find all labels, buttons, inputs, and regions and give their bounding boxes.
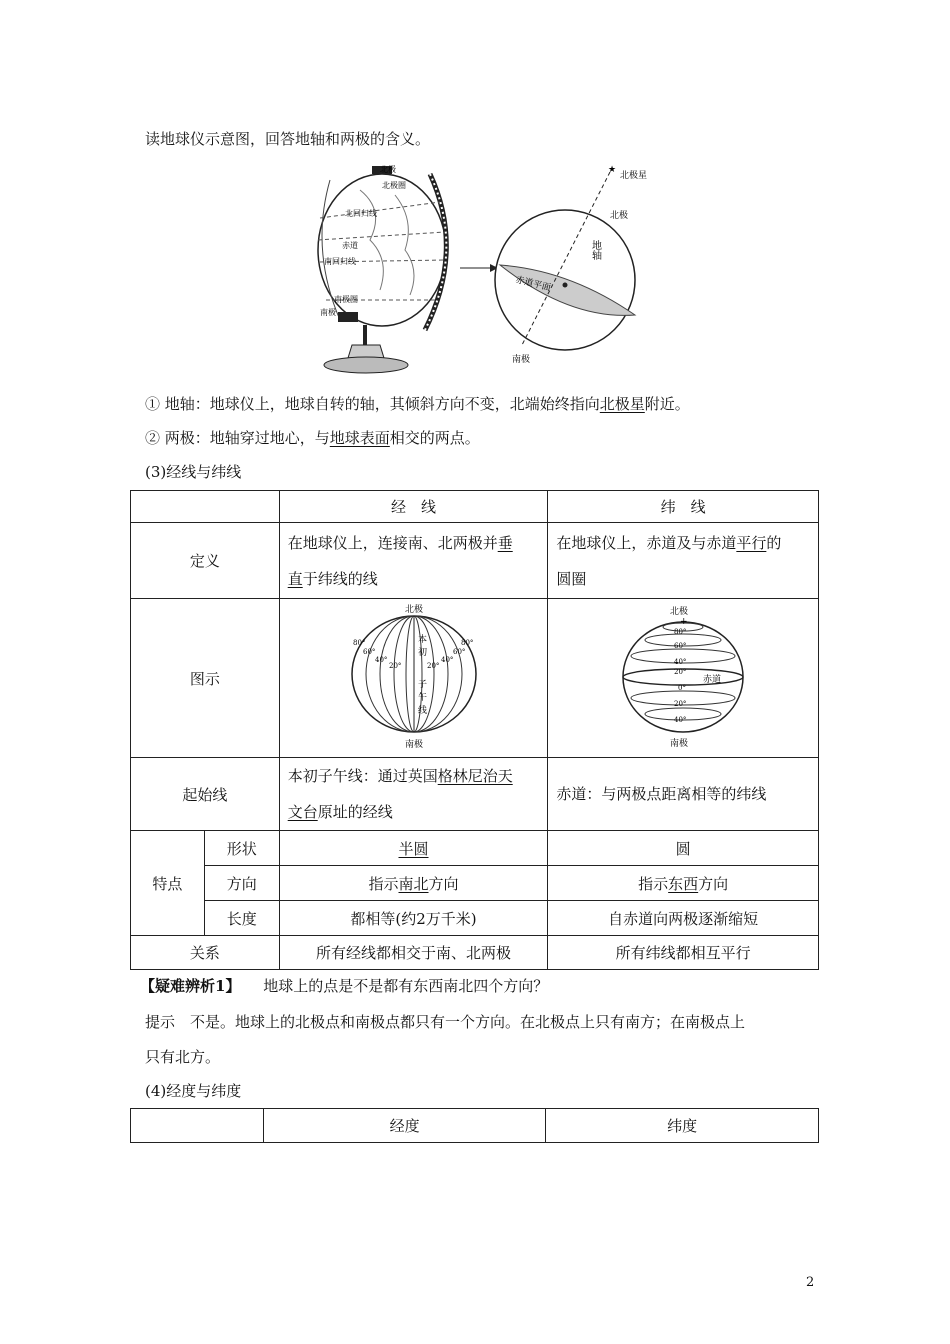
longitude-label: 80° <box>460 639 473 647</box>
row-label-diagram: 图示 <box>131 599 280 758</box>
meridian-length: 都相等(约2万千米) <box>279 901 548 936</box>
row-label-definition: 定义 <box>131 523 280 599</box>
header-parallel: 纬 线 <box>548 491 819 523</box>
header-empty <box>131 1109 264 1143</box>
globe-figure <box>290 160 670 375</box>
axis-definition <box>145 393 690 414</box>
row-label-start-line: 起始线 <box>131 758 280 831</box>
axis-label: 南极 <box>512 355 531 365</box>
earth-axis-diagram <box>495 165 647 365</box>
meridian-diagram <box>339 602 489 750</box>
prime-meridian-char: 初 <box>417 648 427 658</box>
parallel-direction: 指示东西方向 <box>548 866 819 901</box>
hint-line-2: 只有北方。 <box>145 1048 221 1066</box>
latitude-label: 40° <box>674 658 687 666</box>
latitude-label: 20° <box>674 700 687 708</box>
text: 相交的两点。 <box>389 429 480 447</box>
longitude-latitude-table <box>130 1108 819 1143</box>
axis-label: 北极 <box>610 211 629 221</box>
north-pole-label: 北极 <box>404 605 423 615</box>
globe-illustration <box>318 164 446 373</box>
latitude-label: 20° <box>674 668 687 676</box>
poles-definition <box>145 427 480 448</box>
equator-label: 赤道 <box>703 675 722 685</box>
row-label-relation: 关系 <box>131 936 280 970</box>
latitude-label: 80° <box>674 628 687 636</box>
globe-label: 赤道 <box>342 241 358 250</box>
meridian-diagram-cell <box>279 599 548 758</box>
latitude-label: 40° <box>674 716 687 724</box>
axis-label: 赤道平面 <box>514 275 552 294</box>
globe-label: 北极 <box>380 165 396 174</box>
meridian-relation: 所有经线都相交于南、北两极 <box>279 936 548 970</box>
parallel-start-line: 赤道：与两极点距离相等的纬线 <box>548 758 819 831</box>
meridian-parallel-table <box>130 490 819 970</box>
page-number: 2 <box>806 1275 815 1290</box>
longitude-label: 60° <box>452 648 465 656</box>
text: ① 地轴：地球仪上，地球自转的轴，其倾斜方向不变，北端始终指向 <box>145 395 600 413</box>
meridian-direction: 指示南北方向 <box>279 866 548 901</box>
parallel-relation: 所有纬线都相互平行 <box>548 936 819 970</box>
pole-star-label: ★ <box>608 165 617 175</box>
globe-label: 南回归线 <box>324 257 356 266</box>
prime-meridian-char: 本 <box>417 635 427 645</box>
text: ② 两极：地轴穿过地心，与 <box>145 429 330 447</box>
latitude-label: 0° <box>678 684 687 692</box>
meridian-shape: 半圆 <box>279 831 548 866</box>
doubt-title: 【疑难辨析1】 <box>140 977 241 995</box>
south-pole-label: 南极 <box>404 740 423 750</box>
latitude-label: 60° <box>674 642 687 650</box>
header-longitude: 经度 <box>263 1109 546 1143</box>
globe-label: 南极圈 <box>334 295 358 304</box>
text-underlined: 北极星 <box>599 395 645 413</box>
header-latitude: 纬度 <box>546 1109 819 1143</box>
axis-label: 北极星 <box>620 171 648 181</box>
prime-meridian-char: 线 <box>417 706 427 716</box>
parallel-length: 自赤道向两极逐渐缩短 <box>548 901 819 936</box>
south-pole-label: 南极 <box>670 739 689 749</box>
longitude-label: 80° <box>352 639 365 647</box>
hint-line-1: 提示 不是。地球上的北极点和南极点都只有一个方向。在北极点上只有南方；在南极点上 <box>145 1013 746 1031</box>
globe-label: 北回归线 <box>345 209 377 218</box>
axis-label: 地轴 <box>589 240 601 260</box>
intro-text: 读地球仪示意图，回答地轴和两极的含义。 <box>145 130 431 148</box>
section-4-heading: (4)经度与纬度 <box>145 1082 242 1100</box>
parallel-definition: 在地球仪上，赤道及与赤道平行的 圆圈 <box>548 523 819 599</box>
header-meridian: 经 线 <box>279 491 548 523</box>
doubt-question <box>140 975 548 996</box>
parallel-diagram <box>608 602 758 750</box>
row-label-shape: 形状 <box>204 831 279 866</box>
parallel-shape: 圆 <box>548 831 819 866</box>
meridian-start-line: 本初子午线：通过英国格林尼治天 文台原址的经线 <box>279 758 548 831</box>
longitude-label: 40° <box>374 656 387 664</box>
row-label-length: 长度 <box>204 901 279 936</box>
globe-label: 南极 <box>320 308 336 317</box>
row-label-features: 特点 <box>131 831 205 936</box>
row-label-direction: 方向 <box>204 866 279 901</box>
longitude-label: 40° <box>440 656 453 664</box>
prime-meridian-char: 子 <box>417 680 427 690</box>
header-empty <box>131 491 280 523</box>
svg-text:+: + <box>680 617 688 627</box>
parallel-diagram-cell <box>548 599 819 758</box>
section-3-heading: (3)经线与纬线 <box>145 463 242 481</box>
longitude-label: 20° <box>388 662 401 670</box>
doubt-text: 地球上的点是不是都有东西南北四个方向？ <box>263 977 549 995</box>
text-underlined: 地球表面 <box>329 429 390 447</box>
text: 附近。 <box>644 395 690 413</box>
longitude-label: 20° <box>426 662 439 670</box>
longitude-label: 60° <box>362 648 375 656</box>
meridian-definition: 在地球仪上，连接南、北两极并垂 直于纬线的线 <box>279 523 548 599</box>
prime-meridian-char: 午 <box>417 693 427 703</box>
north-pole-label: 北极 <box>670 607 689 617</box>
globe-label: 北极圈 <box>382 181 406 190</box>
